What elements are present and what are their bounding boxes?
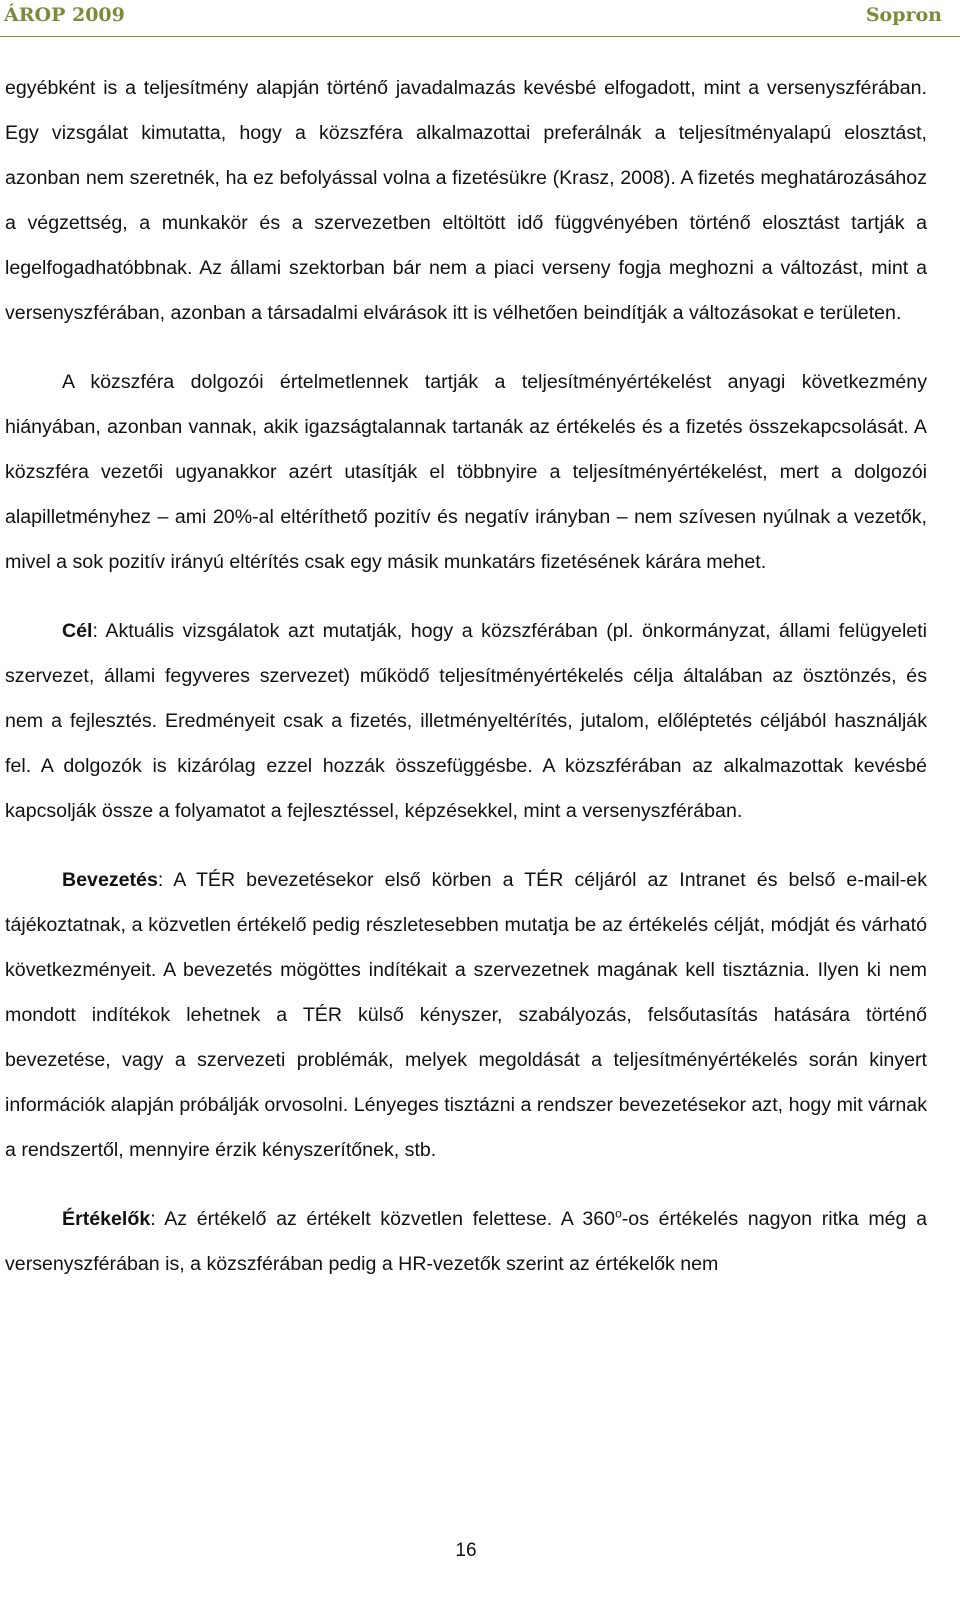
page-header [0,0,960,37]
paragraph-bevezetes [5,858,927,1173]
paragraph-cel [5,609,927,834]
paragraph-cel-label: Cél [62,620,93,642]
paragraph-ertekelok-text-b: -os értékelés nagyon ritka még a versenyszférában is, a közszférában pedig a HR-vezetők szerint az értékelők nem [5,1208,927,1275]
document-body [5,66,927,1287]
paragraph-bevezetes-text: : A TÉR bevezetésekor első körben a TÉR céljáról az Intranet és belső e-mail-ek tájékoztatnak, a közvetlen értékelő pedig részletesebben mutatja be az értékelés célját, módját és várható következményeit. A bevezetés mögöttes indítékait a szervezetnek magának kell tisztáznia. Ilyen ki nem mondott indítékok lehetnek a TÉR külső kényszer, szabályozás, felsőutasítás hatására történő bevezetése, vagy a szervezeti problémák, melyek megoldását a teljesítményértékelés során kinyert információk alapján próbálják orvosolni. Lényeges tisztázni a rendszer bevezetésekor azt, hogy mit várnak a rendszertől, mennyire érzik kényszerítőnek, stb. [5,869,927,1161]
page-number: 16 [455,1540,477,1561]
paragraph-bevezetes-label: Bevezetés [62,869,158,891]
paragraph-2: A közszféra dolgozói értelmetlennek tartják a teljesítményértékelést anyagi következmény hiányában, azonban vannak, akik igazságtalannak tartanák az értékelés és a fizetés összekapcsolását. A közszféra vezetői ugyanakkor azért utasítják el többnyire a teljesítményértékelést, mert a dolgozói alapilletményhez – ami 20%-al eltéríthető pozitív és negatív irányban – nem szívesen nyúlnak a vezetők, mivel a sok pozitív irányú eltérítés csak egy másik munkatárs fizetésének kárára mehet. [5,371,927,573]
degree-superscript: o [615,1206,622,1221]
header-location: Sopron [865,4,942,26]
paragraph-cel-text: : Aktuális vizsgálatok azt mutatják, hogy a közszférában (pl. önkormányzat, állami felügyeleti szervezet, állami fegyveres szervezet) működő teljesítményértékelés célja általában az ösztönzés, és nem a fejlesztés. Eredményeit csak a fizetés, illetményeltérítés, jutalom, előléptetés céljából használják fel. A dolgozók is kizárólag ezzel hozzák összefüggésbe. A közszférában az alkalmazottak kevésbé kapcsolják össze a folyamatot a fejlesztéssel, képzésekkel, mint a versenyszférában. [5,620,927,822]
paragraph-ertekelok-label: Értékelők [62,1208,151,1230]
header-project-title: ÁROP 2009 [4,4,125,26]
paragraph-1: egyébként is a teljesítmény alapján történő javadalmazás kevésbé elfogadott, mint a versenyszférában. Egy vizsgálat kimutatta, hogy a közszféra alkalmazottai preferálnák a teljesítményalapú elosztást, azonban nem szeretnék, ha ez befolyással volna a fizetésükre (Krasz, 2008). A fizetés meghatározásához a végzettség, a munkakör és a szervezetben eltöltött idő függvényében történő elosztást tartják a legelfogadhatóbbnak. Az állami szektorban bár nem a piaci verseny fogja meghozni a változást, mint a versenyszférában, azonban a társadalmi elvárások itt is vélhetően beindítják a változásokat e területen. [5,77,927,324]
paragraph-ertekelok-text-a: : Az értékelő az értékelt közvetlen felettese. A 360 [150,1208,616,1230]
paragraph-ertekelok [5,1197,927,1287]
